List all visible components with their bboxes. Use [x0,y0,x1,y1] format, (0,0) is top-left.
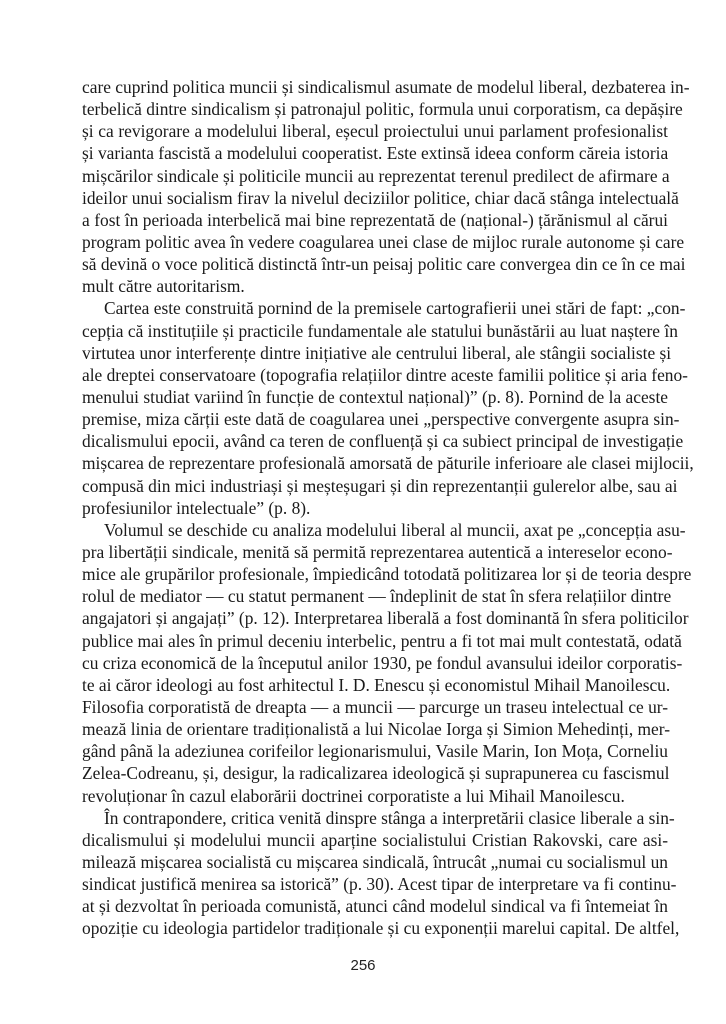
paragraph [82,519,692,807]
text-line: pra libertății sindicale, menită să permită reprezentarea autentică a intereselor econo- [82,541,673,562]
text-line: să devină o voce politică distinctă într-un peisaj politic care convergea din ce în ce mai [82,254,686,275]
text-line: În contrapondere, critica venită dinspre stânga a interpretării clasice liberale a sin- [104,807,675,828]
text-line: ale dreptei conservatoare (topografia relațiilor dintre aceste familii politice și aria feno- [82,364,688,385]
text-line: cu criza economică de la începutul anilor 1930, pe fondul avansului ideilor corporatis- [82,652,683,673]
text-line: revoluționar în cazul elaborării doctrinei corporatiste a lui Mihail Manoilescu. [82,785,625,806]
text-line: dicalismului epocii, având ca teren de confluență și ca subiect principal de investigație [82,431,684,452]
text-line: mișcărilor sindicale și politicile muncii au reprezentat terenul predilect de afirmare a [82,165,670,186]
text-line: rolul de mediator — cu statut permanent — îndeplinit de stat în sfera relațiilor dintre [82,586,672,607]
text-line: gând până la adeziunea corifeilor legionarismului, Vasile Marin, Ion Moța, Corneliu [82,741,668,762]
text-line: ideilor unui socialism firav la nivelul deciziilor politice, chiar dacă stânga intelectuală [82,187,679,208]
paragraph [82,807,680,940]
text-line: Filosofia corporatistă de dreapta — a muncii — parcurge un traseu intelectual ce ur- [82,696,669,717]
paragraph [82,297,694,518]
paragraph [82,76,690,297]
text-line: mișcarea de reprezentare profesională amorsată de păturile inferioare ale clasei mijlocii, [82,453,694,474]
page-number: 256 [350,957,376,974]
text-line: mult către autoritarism. [82,276,245,297]
text-line: milează mișcarea socialistă cu mișcarea sindicală, întrucât „numai cu socialismul un [82,851,668,872]
text-line: Volumul se deschide cu analiza modelului liberal al muncii, axat pe „concepția asu- [104,519,686,540]
text-line: compusă din mici industriași și meșteșugari și din reprezentanții gulerelor albe, sau ai [82,475,678,496]
text-line: virtutea unor interferențe dintre inițiative ale centrului liberal, ale stângii socialiste și [82,342,672,363]
text-line: și varianta fascistă a modelului cooperatist. Este extinsă ideea conform căreia istoria [82,143,669,164]
text-line: program politic avea în vedere coagularea unei clase de mijloc rurale autonome și care [82,231,685,252]
text-line: Zelea-Codreanu, și, desigur, la radicalizarea ideologică și suprapunerea cu fascismul [82,763,670,784]
text-line: mice ale grupărilor profesionale, împiedicând totodată politizarea lor și de teoria despre [82,564,692,585]
text-line: premise, miza cărții este dată de coagularea unei „perspective convergente asupra sin- [82,409,680,430]
text-line: Cartea este construită pornind de la premisele cartografierii unei stări de fapt: „con- [104,298,686,319]
text-line: care cuprind politica muncii și sindicalismul asumate de modelul liberal, dezbaterea in- [82,77,690,97]
text-line: cepția că instituțiile și practicile fundamentale ale statului bunăstării au luat naștere în [82,320,678,341]
text-line: opoziție cu ideologia partidelor tradiționale și cu exponenții marelui capital. De altfel, [82,918,680,939]
text-line: profesiunilor intelectuale” (p. 8). [82,497,311,518]
text-line: terbelică dintre sindicalism și patronajul politic, formula unui corporatism, ca depășire [82,99,683,120]
text-line: publice mai ales în primul deceniu interbelic, pentru a fi tot mai mult contestată, odată [82,630,682,651]
text-line: at și dezvoltat în perioada comunistă, atunci când modelul sindical va fi întemeiat în [82,896,668,917]
text-line: și ca revigorare a modelului liberal, eșecul proiectului unui parlament profesionalist [82,121,668,142]
body-text [82,76,694,939]
text-line: menului studiat variind în funcție de contextul național)” (p. 8). Pornind de la aceste [82,386,668,407]
text-line: a fost în perioada interbelică mai bine reprezentată de (național-) țărănismul al cărui [82,209,668,230]
text-line: angajatori și angajați” (p. 12). Interpretarea liberală a fost dominantă în sfera politicilor [82,608,689,629]
text-line: te ai căror ideologi au fost arhitectul I. D. Enescu și economistul Mihail Manoilescu. [82,674,671,695]
text-line: mează linia de orientare tradiționalistă a lui Nicolae Iorga și Simion Mehedinți, mer- [82,719,671,740]
text-line: sindicat justifică menirea sa istorică” (p. 30). Acest tipar de interpretare va fi continu- [82,874,677,895]
text-line: dicalismului și modelului muncii aparține socialistului Cristian Rakovski, care asi- [82,829,668,850]
